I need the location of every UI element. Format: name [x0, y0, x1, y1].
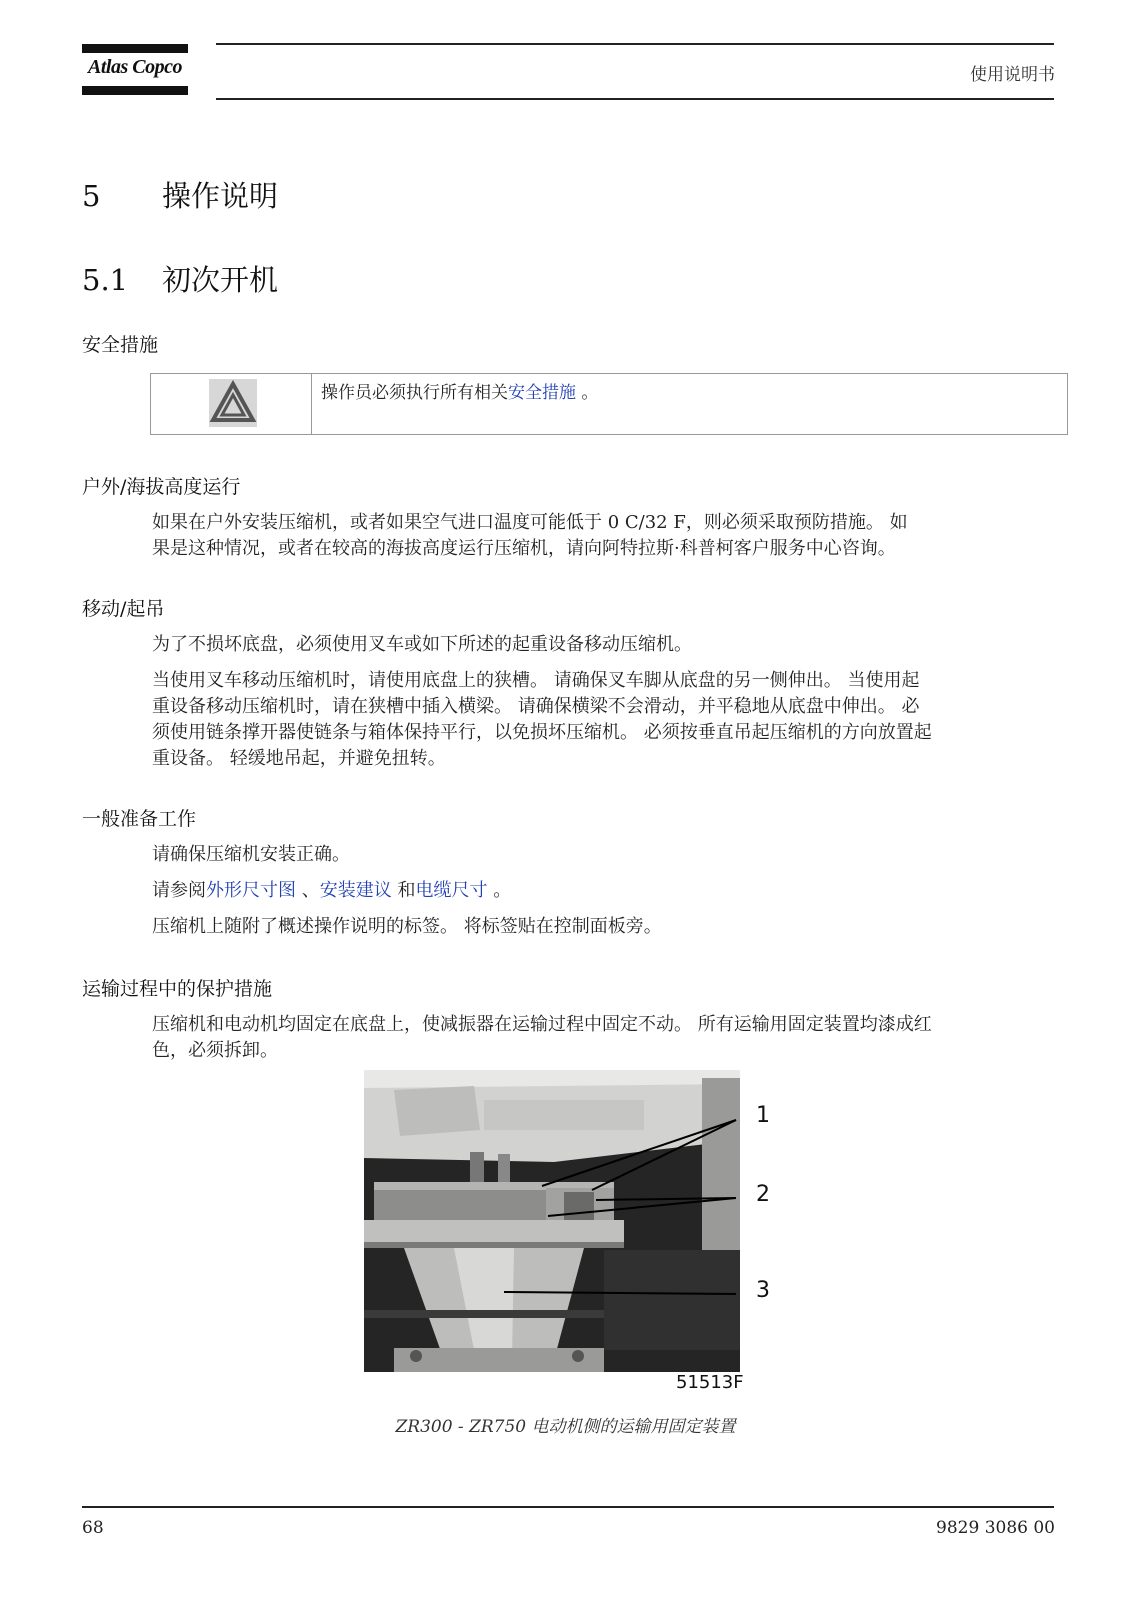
- safety-measures-link[interactable]: 安全措施: [508, 383, 576, 403]
- prep-paragraph-3: 压缩机上随附了概述操作说明的标签。 将标签贴在控制面板旁。: [152, 916, 662, 937]
- outdoor-paragraph: [152, 510, 1052, 562]
- lifting-heading: 移动/起吊: [82, 598, 165, 620]
- header-rule-bottom: [216, 98, 1054, 100]
- prep-heading: 一般准备工作: [82, 808, 197, 830]
- outdoor-heading: 户外/海拔高度运行: [82, 476, 241, 498]
- prep-ref-sep-2: 和: [391, 880, 416, 901]
- safety-note-table: [150, 373, 1068, 435]
- transport-line-2: 色，必须拆卸。: [152, 1040, 278, 1061]
- chapter-title: 操作说明: [162, 179, 279, 213]
- prep-ref-suffix: 。: [487, 880, 512, 901]
- chapter-heading: [82, 174, 278, 215]
- installation-proposal-link[interactable]: 安装建议: [319, 880, 392, 901]
- page-number: 68: [82, 1518, 104, 1538]
- prep-paragraph-1: 请确保压缩机安装正确。: [152, 844, 350, 865]
- lifting-paragraph-1: 为了不损坏底盘，必须使用叉车或如下所述的起重设备移动压缩机。: [152, 634, 692, 655]
- warning-icon: [209, 379, 257, 427]
- transport-line-1: 压缩机和电动机均固定在底盘上，使减振器在运输过程中固定不动。 所有运输用固定装置均漆成红: [152, 1014, 932, 1035]
- footer-rule: [82, 1506, 1054, 1508]
- leader-1b: [592, 1120, 736, 1190]
- cable-size-link[interactable]: 电缆尺寸: [415, 880, 488, 901]
- figure-code: 51513F: [676, 1372, 744, 1393]
- leader-3: [504, 1292, 736, 1294]
- logo-text: Atlas Copco: [88, 56, 182, 78]
- prep-ref-prefix: 请参阅: [152, 880, 206, 901]
- safety-heading: 安全措施: [82, 334, 159, 356]
- outdoor-line-1: 如果在户外安装压缩机，或者如果空气进口温度可能低于 0 C/32 F，则必须采取预防措施。 如: [152, 512, 908, 533]
- transport-heading: 运输过程中的保护措施: [82, 978, 273, 1000]
- prep-ref-sep-1: 、: [296, 880, 320, 901]
- logo-bar-bottom: [82, 86, 188, 95]
- callout-leaders: [364, 1070, 764, 1372]
- dimension-drawing-link[interactable]: 外形尺寸图: [206, 880, 296, 901]
- section-heading: [82, 258, 278, 299]
- callout-1: 1: [756, 1103, 770, 1128]
- header-title: 使用说明书: [970, 65, 1055, 85]
- transport-paragraph: [152, 1012, 1052, 1064]
- chapter-number: 5: [82, 179, 101, 213]
- section-number: 5.1: [82, 263, 129, 297]
- outdoor-line-2: 果是这种情况，或者在较高的海拔高度运行压缩机，请向阿特拉斯·科普柯客户服务中心咨询。: [152, 538, 896, 559]
- section-title: 初次开机: [162, 263, 279, 297]
- callout-2: 2: [756, 1182, 770, 1207]
- figure-caption: ZR300 - ZR750 电动机侧的运输用固定装置: [395, 1417, 736, 1437]
- leader-2a: [548, 1198, 736, 1216]
- prep-paragraph-2: [152, 878, 1052, 904]
- lifting-line-4: 重设备。 轻缓地吊起，并避免扭转。: [152, 748, 446, 769]
- table-divider: [311, 374, 312, 434]
- safety-note-end: 。: [576, 383, 599, 403]
- lifting-line-3: 须使用链条撑开器使链条与箱体保持平行，以免损坏压缩机。 必须按垂直吊起压缩机的方向放置起: [152, 722, 932, 743]
- header-rule-top: [216, 43, 1054, 45]
- lifting-paragraph-2: [152, 668, 1052, 772]
- safety-note-text: 操作员必须执行所有相关: [321, 383, 508, 403]
- callout-3: 3: [756, 1278, 770, 1303]
- document-number: 9829 3086 00: [936, 1518, 1055, 1538]
- safety-note: [321, 378, 598, 403]
- lifting-line-2: 重设备移动压缩机时，请在狭槽中插入横梁。 请确保横梁不会滑动，并平稳地从底盘中伸出。 必: [152, 696, 920, 717]
- leader-1a: [542, 1120, 736, 1186]
- lifting-line-1: 当使用叉车移动压缩机时，请使用底盘上的狭槽。 请确保叉车脚从底盘的另一侧伸出。 当使用起: [152, 670, 920, 691]
- logo-bar-top: [82, 44, 188, 53]
